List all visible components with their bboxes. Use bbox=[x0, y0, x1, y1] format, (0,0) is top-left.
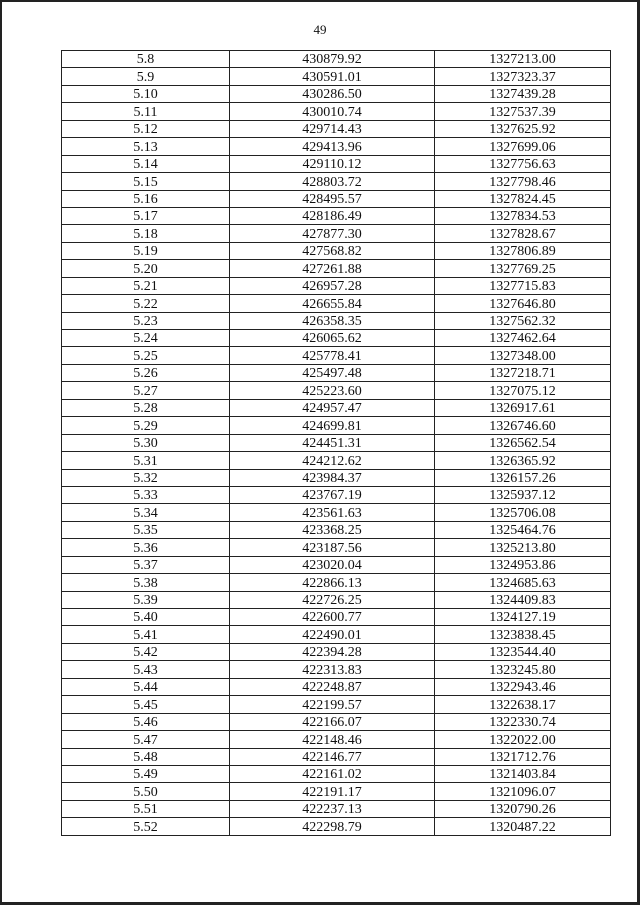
y-coordinate-cell: 1322943.46 bbox=[435, 678, 611, 695]
x-coordinate-cell: 422166.07 bbox=[230, 713, 435, 730]
point-number-cell: 5.15 bbox=[62, 173, 230, 190]
y-coordinate-cell: 1322638.17 bbox=[435, 696, 611, 713]
table-row bbox=[62, 68, 611, 85]
point-number-cell: 5.50 bbox=[62, 783, 230, 800]
y-coordinate-cell: 1326157.26 bbox=[435, 469, 611, 486]
x-coordinate-cell: 426358.35 bbox=[230, 312, 435, 329]
table-row bbox=[62, 469, 611, 486]
y-coordinate-cell: 1324127.19 bbox=[435, 609, 611, 626]
x-coordinate-cell: 422199.57 bbox=[230, 696, 435, 713]
table-row bbox=[62, 556, 611, 573]
y-coordinate-cell: 1322022.00 bbox=[435, 731, 611, 748]
y-coordinate-cell: 1320487.22 bbox=[435, 818, 611, 835]
table-row bbox=[62, 155, 611, 172]
table-row bbox=[62, 295, 611, 312]
point-number-cell: 5.8 bbox=[62, 51, 230, 68]
page-border-left bbox=[0, 0, 2, 905]
table-row bbox=[62, 609, 611, 626]
y-coordinate-cell: 1321403.84 bbox=[435, 765, 611, 782]
x-coordinate-cell: 426655.84 bbox=[230, 295, 435, 312]
y-coordinate-cell: 1327769.25 bbox=[435, 260, 611, 277]
x-coordinate-cell: 428803.72 bbox=[230, 173, 435, 190]
point-number-cell: 5.23 bbox=[62, 312, 230, 329]
y-coordinate-cell: 1327828.67 bbox=[435, 225, 611, 242]
x-coordinate-cell: 424451.31 bbox=[230, 434, 435, 451]
point-number-cell: 5.22 bbox=[62, 295, 230, 312]
table-row bbox=[62, 399, 611, 416]
y-coordinate-cell: 1326365.92 bbox=[435, 452, 611, 469]
point-number-cell: 5.51 bbox=[62, 800, 230, 817]
x-coordinate-cell: 426065.62 bbox=[230, 330, 435, 347]
point-number-cell: 5.49 bbox=[62, 765, 230, 782]
table-row bbox=[62, 173, 611, 190]
x-coordinate-cell: 422248.87 bbox=[230, 678, 435, 695]
x-coordinate-cell: 425223.60 bbox=[230, 382, 435, 399]
point-number-cell: 5.35 bbox=[62, 521, 230, 538]
point-number-cell: 5.26 bbox=[62, 364, 230, 381]
table-row bbox=[62, 277, 611, 294]
table-row bbox=[62, 120, 611, 137]
point-number-cell: 5.19 bbox=[62, 242, 230, 259]
point-number-cell: 5.39 bbox=[62, 591, 230, 608]
table-row bbox=[62, 103, 611, 120]
y-coordinate-cell: 1325937.12 bbox=[435, 486, 611, 503]
table-row bbox=[62, 417, 611, 434]
point-number-cell: 5.29 bbox=[62, 417, 230, 434]
x-coordinate-cell: 429110.12 bbox=[230, 155, 435, 172]
point-number-cell: 5.36 bbox=[62, 539, 230, 556]
point-number-cell: 5.52 bbox=[62, 818, 230, 835]
point-number-cell: 5.14 bbox=[62, 155, 230, 172]
y-coordinate-cell: 1320790.26 bbox=[435, 800, 611, 817]
x-coordinate-cell: 423561.63 bbox=[230, 504, 435, 521]
x-coordinate-cell: 430286.50 bbox=[230, 85, 435, 102]
x-coordinate-cell: 424957.47 bbox=[230, 399, 435, 416]
x-coordinate-cell: 422313.83 bbox=[230, 661, 435, 678]
y-coordinate-cell: 1327625.92 bbox=[435, 120, 611, 137]
x-coordinate-cell: 422298.79 bbox=[230, 818, 435, 835]
point-number-cell: 5.32 bbox=[62, 469, 230, 486]
page-border-top bbox=[0, 0, 640, 2]
x-coordinate-cell: 423767.19 bbox=[230, 486, 435, 503]
x-coordinate-cell: 428495.57 bbox=[230, 190, 435, 207]
point-number-cell: 5.40 bbox=[62, 609, 230, 626]
table-row bbox=[62, 591, 611, 608]
x-coordinate-cell: 422866.13 bbox=[230, 574, 435, 591]
y-coordinate-cell: 1323838.45 bbox=[435, 626, 611, 643]
point-number-cell: 5.13 bbox=[62, 138, 230, 155]
x-coordinate-cell: 430010.74 bbox=[230, 103, 435, 120]
y-coordinate-cell: 1327834.53 bbox=[435, 207, 611, 224]
point-number-cell: 5.21 bbox=[62, 277, 230, 294]
point-number-cell: 5.44 bbox=[62, 678, 230, 695]
x-coordinate-cell: 429413.96 bbox=[230, 138, 435, 155]
table-row bbox=[62, 364, 611, 381]
x-coordinate-cell: 427877.30 bbox=[230, 225, 435, 242]
table-row bbox=[62, 539, 611, 556]
point-number-cell: 5.34 bbox=[62, 504, 230, 521]
y-coordinate-cell: 1327824.45 bbox=[435, 190, 611, 207]
table-row bbox=[62, 626, 611, 643]
y-coordinate-cell: 1324685.63 bbox=[435, 574, 611, 591]
table-row bbox=[62, 225, 611, 242]
table-row bbox=[62, 521, 611, 538]
y-coordinate-cell: 1327806.89 bbox=[435, 242, 611, 259]
x-coordinate-cell: 423368.25 bbox=[230, 521, 435, 538]
point-number-cell: 5.12 bbox=[62, 120, 230, 137]
table-row bbox=[62, 731, 611, 748]
table-row bbox=[62, 818, 611, 835]
y-coordinate-cell: 1322330.74 bbox=[435, 713, 611, 730]
table-row bbox=[62, 51, 611, 68]
x-coordinate-cell: 426957.28 bbox=[230, 277, 435, 294]
y-coordinate-cell: 1327075.12 bbox=[435, 382, 611, 399]
point-number-cell: 5.24 bbox=[62, 330, 230, 347]
table-row bbox=[62, 486, 611, 503]
y-coordinate-cell: 1323544.40 bbox=[435, 643, 611, 660]
table-row bbox=[62, 783, 611, 800]
table-row bbox=[62, 434, 611, 451]
y-coordinate-cell: 1321712.76 bbox=[435, 748, 611, 765]
table-row bbox=[62, 765, 611, 782]
page-number: 49 bbox=[313, 22, 327, 37]
table-row bbox=[62, 382, 611, 399]
y-coordinate-cell: 1327562.32 bbox=[435, 312, 611, 329]
table-row bbox=[62, 452, 611, 469]
point-number-cell: 5.27 bbox=[62, 382, 230, 399]
table-row bbox=[62, 678, 611, 695]
point-number-cell: 5.43 bbox=[62, 661, 230, 678]
point-number-cell: 5.9 bbox=[62, 68, 230, 85]
y-coordinate-cell: 1327462.64 bbox=[435, 330, 611, 347]
y-coordinate-cell: 1327218.71 bbox=[435, 364, 611, 381]
y-coordinate-cell: 1325706.08 bbox=[435, 504, 611, 521]
point-number-cell: 5.30 bbox=[62, 434, 230, 451]
table-row bbox=[62, 138, 611, 155]
y-coordinate-cell: 1325464.76 bbox=[435, 521, 611, 538]
point-number-cell: 5.16 bbox=[62, 190, 230, 207]
point-number-cell: 5.37 bbox=[62, 556, 230, 573]
table-row bbox=[62, 643, 611, 660]
point-number-cell: 5.17 bbox=[62, 207, 230, 224]
point-number-cell: 5.33 bbox=[62, 486, 230, 503]
x-coordinate-cell: 422237.13 bbox=[230, 800, 435, 817]
point-number-cell: 5.41 bbox=[62, 626, 230, 643]
y-coordinate-cell: 1323245.80 bbox=[435, 661, 611, 678]
point-number-cell: 5.28 bbox=[62, 399, 230, 416]
x-coordinate-cell: 423984.37 bbox=[230, 469, 435, 486]
y-coordinate-cell: 1327213.00 bbox=[435, 51, 611, 68]
table-row bbox=[62, 696, 611, 713]
y-coordinate-cell: 1327323.37 bbox=[435, 68, 611, 85]
point-number-cell: 5.10 bbox=[62, 85, 230, 102]
y-coordinate-cell: 1327699.06 bbox=[435, 138, 611, 155]
table-row bbox=[62, 661, 611, 678]
y-coordinate-cell: 1327537.39 bbox=[435, 103, 611, 120]
y-coordinate-cell: 1327646.80 bbox=[435, 295, 611, 312]
x-coordinate-cell: 422146.77 bbox=[230, 748, 435, 765]
table-row bbox=[62, 504, 611, 521]
point-number-cell: 5.42 bbox=[62, 643, 230, 660]
point-number-cell: 5.46 bbox=[62, 713, 230, 730]
y-coordinate-cell: 1325213.80 bbox=[435, 539, 611, 556]
y-coordinate-cell: 1326746.60 bbox=[435, 417, 611, 434]
x-coordinate-cell: 423187.56 bbox=[230, 539, 435, 556]
x-coordinate-cell: 425497.48 bbox=[230, 364, 435, 381]
point-number-cell: 5.48 bbox=[62, 748, 230, 765]
x-coordinate-cell: 430879.92 bbox=[230, 51, 435, 68]
x-coordinate-cell: 422148.46 bbox=[230, 731, 435, 748]
point-number-cell: 5.20 bbox=[62, 260, 230, 277]
x-coordinate-cell: 422161.02 bbox=[230, 765, 435, 782]
y-coordinate-cell: 1327348.00 bbox=[435, 347, 611, 364]
x-coordinate-cell: 422394.28 bbox=[230, 643, 435, 660]
x-coordinate-cell: 422191.17 bbox=[230, 783, 435, 800]
y-coordinate-cell: 1327756.63 bbox=[435, 155, 611, 172]
y-coordinate-cell: 1327439.28 bbox=[435, 85, 611, 102]
x-coordinate-cell: 423020.04 bbox=[230, 556, 435, 573]
point-number-cell: 5.45 bbox=[62, 696, 230, 713]
x-coordinate-cell: 428186.49 bbox=[230, 207, 435, 224]
table-row bbox=[62, 312, 611, 329]
table-row bbox=[62, 207, 611, 224]
table-row bbox=[62, 330, 611, 347]
x-coordinate-cell: 424699.81 bbox=[230, 417, 435, 434]
x-coordinate-cell: 425778.41 bbox=[230, 347, 435, 364]
table-row bbox=[62, 347, 611, 364]
x-coordinate-cell: 429714.43 bbox=[230, 120, 435, 137]
point-number-cell: 5.38 bbox=[62, 574, 230, 591]
coordinates-table-body bbox=[62, 51, 611, 836]
y-coordinate-cell: 1324953.86 bbox=[435, 556, 611, 573]
x-coordinate-cell: 422490.01 bbox=[230, 626, 435, 643]
table-row bbox=[62, 242, 611, 259]
x-coordinate-cell: 424212.62 bbox=[230, 452, 435, 469]
coordinates-table bbox=[61, 50, 611, 836]
x-coordinate-cell: 427568.82 bbox=[230, 242, 435, 259]
y-coordinate-cell: 1321096.07 bbox=[435, 783, 611, 800]
x-coordinate-cell: 422726.25 bbox=[230, 591, 435, 608]
point-number-cell: 5.47 bbox=[62, 731, 230, 748]
point-number-cell: 5.11 bbox=[62, 103, 230, 120]
table-row bbox=[62, 85, 611, 102]
y-coordinate-cell: 1324409.83 bbox=[435, 591, 611, 608]
y-coordinate-cell: 1327798.46 bbox=[435, 173, 611, 190]
table-row bbox=[62, 190, 611, 207]
y-coordinate-cell: 1327715.83 bbox=[435, 277, 611, 294]
y-coordinate-cell: 1326562.54 bbox=[435, 434, 611, 451]
point-number-cell: 5.25 bbox=[62, 347, 230, 364]
x-coordinate-cell: 422600.77 bbox=[230, 609, 435, 626]
x-coordinate-cell: 427261.88 bbox=[230, 260, 435, 277]
table-row bbox=[62, 713, 611, 730]
point-number-cell: 5.31 bbox=[62, 452, 230, 469]
point-number-cell: 5.18 bbox=[62, 225, 230, 242]
table-row bbox=[62, 748, 611, 765]
table-row bbox=[62, 800, 611, 817]
y-coordinate-cell: 1326917.61 bbox=[435, 399, 611, 416]
table-row bbox=[62, 574, 611, 591]
table-row bbox=[62, 260, 611, 277]
x-coordinate-cell: 430591.01 bbox=[230, 68, 435, 85]
